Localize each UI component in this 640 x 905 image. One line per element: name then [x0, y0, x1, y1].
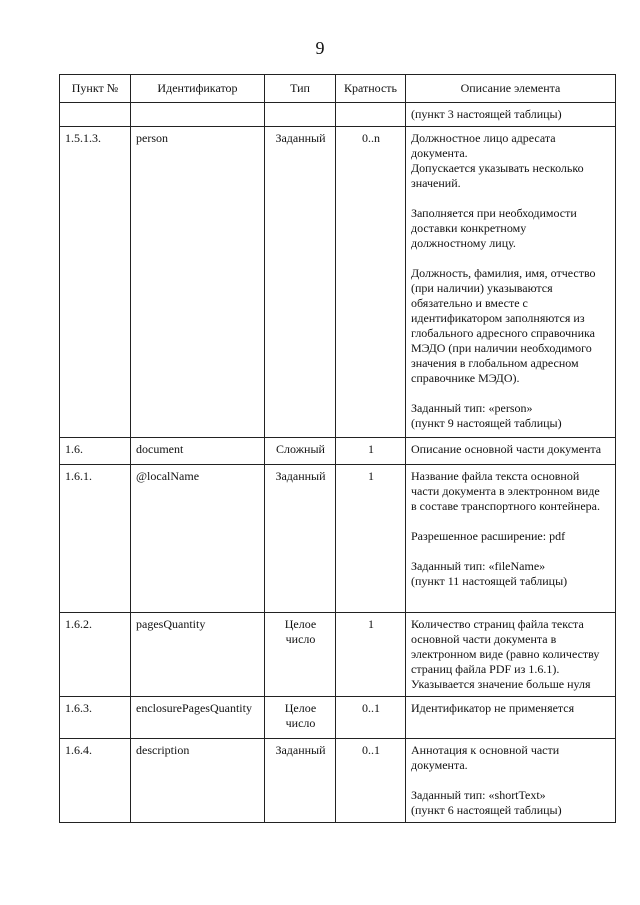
table-row — [60, 613, 616, 697]
cell-multiplicity: 0..1 — [336, 739, 406, 823]
description-paragraph: Заданный тип: «fileName» (пункт 11 настоящей таблицы) — [411, 559, 568, 588]
cell-type: Заданный — [265, 127, 336, 438]
cell-description — [406, 465, 616, 613]
description-paragraph: Заполняется при необходимости доставки конкретному должностному лицу. — [411, 206, 577, 250]
description-paragraph: Должностное лицо адресата документа. Допускается указывать несколько значений. — [411, 131, 584, 190]
table-row — [60, 697, 616, 739]
cell-description — [406, 127, 616, 438]
cell-multiplicity: 0..1 — [336, 697, 406, 739]
cell-description — [406, 739, 616, 823]
cell-identifier: person — [131, 127, 265, 438]
description-paragraph: Заданный тип: «person» (пункт 9 настоящей таблицы) — [411, 401, 562, 430]
header-identifier: Идентификатор — [131, 75, 265, 103]
cell-multiplicity: 1 — [336, 465, 406, 613]
header-description: Описание элемента — [406, 75, 616, 103]
header-multiplicity: Кратность — [336, 75, 406, 103]
cell-item: 1.5.1.3. — [60, 127, 131, 438]
cell-type: Целое число — [265, 613, 336, 697]
cell-item: 1.6. — [60, 438, 131, 465]
cell-description — [406, 103, 616, 127]
cell-identifier: description — [131, 739, 265, 823]
cell-type: Заданный — [265, 739, 336, 823]
cell-type: Сложный — [265, 438, 336, 465]
description-paragraph: (пункт 3 настоящей таблицы) — [411, 107, 562, 121]
table-row — [60, 438, 616, 465]
cell-item — [60, 103, 131, 127]
cell-description — [406, 697, 616, 739]
description-paragraph: Количество страниц файла текста основной части документа в электронном виде (равно количеству страниц файла PDF из 1.6.1). Указывается значение больше нуля — [411, 617, 600, 691]
cell-item: 1.6.2. — [60, 613, 131, 697]
description-paragraph: Идентификатор не применяется — [411, 701, 575, 715]
table-row — [60, 103, 616, 127]
page-number: 9 — [315, 38, 325, 58]
cell-type: Заданный — [265, 465, 336, 613]
cell-description — [406, 438, 616, 465]
cell-type: Целое число — [265, 697, 336, 739]
table-header-row — [60, 75, 616, 103]
cell-identifier: document — [131, 438, 265, 465]
cell-identifier: pagesQuantity — [131, 613, 265, 697]
description-paragraph: Название файла текста основной части документа в электронном виде в составе транспортного контейнера. — [411, 469, 600, 513]
description-paragraph: Описание основной части документа — [411, 442, 602, 456]
cell-item: 1.6.4. — [60, 739, 131, 823]
cell-description — [406, 613, 616, 697]
description-paragraph: Должность, фамилия, имя, отчество (при наличии) указываются обязательно и вместе с идентификатором заполняются из глобального адресного справочника МЭДО (при наличии необходимого значения в глобальном адресном справочнике МЭДО). — [411, 266, 596, 385]
description-paragraph: Разрешенное расширение: pdf — [411, 529, 566, 543]
cell-type — [265, 103, 336, 127]
description-paragraph: Заданный тип: «shortText» (пункт 6 настоящей таблицы) — [411, 788, 562, 817]
element-spec-table — [59, 74, 616, 823]
cell-multiplicity: 1 — [336, 438, 406, 465]
header-item: Пункт № — [60, 75, 131, 103]
cell-multiplicity: 1 — [336, 613, 406, 697]
cell-multiplicity — [336, 103, 406, 127]
cell-identifier: @localName — [131, 465, 265, 613]
cell-item: 1.6.1. — [60, 465, 131, 613]
table-row — [60, 739, 616, 823]
cell-identifier: enclosurePagesQuantity — [131, 697, 265, 739]
table-row — [60, 465, 616, 613]
cell-identifier — [131, 103, 265, 127]
description-paragraph: Аннотация к основной части документа. — [411, 743, 560, 772]
table-row — [60, 127, 616, 438]
cell-multiplicity: 0..n — [336, 127, 406, 438]
header-type: Тип — [265, 75, 336, 103]
cell-item: 1.6.3. — [60, 697, 131, 739]
